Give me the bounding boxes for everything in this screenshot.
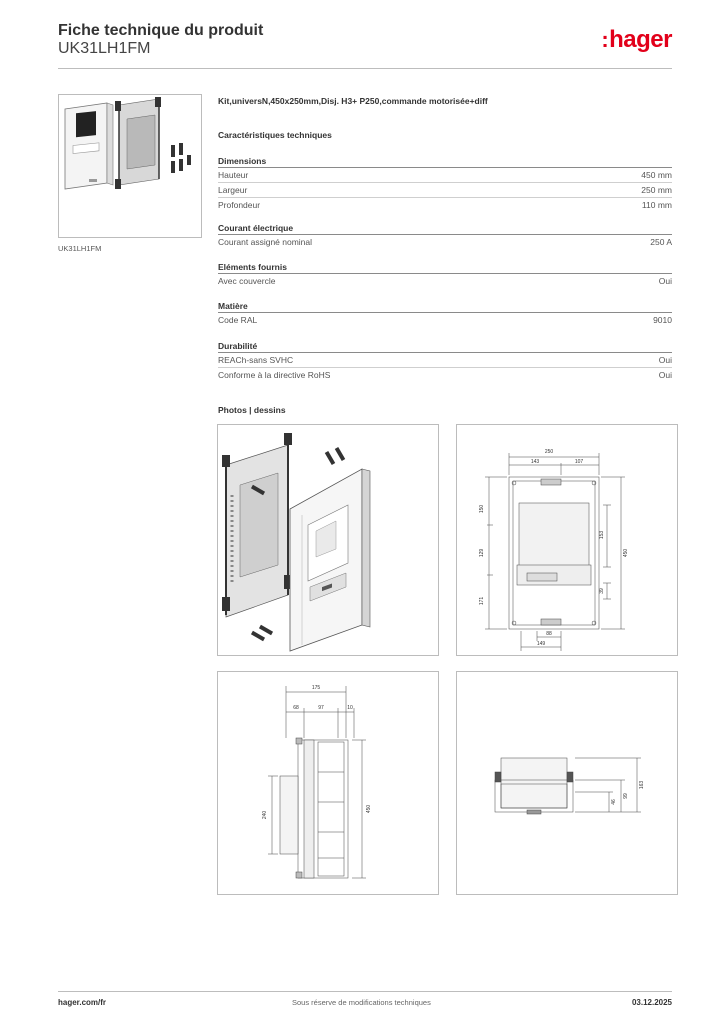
spec-label: Courant assigné nominal	[218, 237, 313, 247]
page-header	[58, 20, 672, 68]
product-image	[58, 94, 202, 238]
exploded-view-photo	[217, 424, 439, 656]
spec-group-heading: Matière	[218, 299, 672, 313]
spec-value: 110 mm	[641, 200, 672, 210]
spec-row	[218, 368, 672, 383]
dim-label-97: 97	[318, 705, 324, 711]
spec-label: Conforme à la directive RoHS	[218, 370, 331, 380]
dim-label-39: 39	[599, 588, 605, 594]
dim-label-153: 153	[599, 530, 605, 540]
bottom-drawing-svg	[457, 672, 677, 894]
spec-label: Hauteur	[218, 170, 249, 180]
bottom-dimension-drawing	[456, 671, 678, 895]
dim-label-175: 175	[311, 685, 321, 691]
spec-row	[218, 313, 672, 328]
spec-label: Avec couvercle	[218, 276, 276, 286]
spec-group-heading: Eléments fournis	[218, 260, 672, 274]
spec-row	[218, 274, 672, 289]
dim-label-143: 143	[530, 459, 540, 465]
spec-group-heading: Durabilité	[218, 339, 672, 353]
spec-row	[218, 198, 672, 213]
dim-label-450-side: 450	[366, 804, 372, 814]
spec-label: Largeur	[218, 185, 248, 195]
spec-label: Code RAL	[218, 315, 258, 325]
dim-label-68: 68	[293, 705, 299, 711]
dim-label-250: 250	[544, 449, 554, 455]
spec-value: 9010	[653, 315, 672, 325]
spec-group-heading: Courant électrique	[218, 221, 672, 235]
dim-label-149: 149	[536, 641, 546, 647]
spec-value: Oui	[658, 370, 672, 380]
spec-group-courant	[218, 221, 672, 250]
spec-label: REACh-sans SVHC	[218, 355, 294, 365]
spec-row	[218, 353, 672, 368]
footer-date: 03.12.2025	[631, 998, 672, 1007]
spec-group-durabilite	[218, 339, 672, 383]
product-kit-illustration	[59, 95, 201, 237]
spec-value: 250 mm	[641, 185, 672, 195]
side-dimension-drawing	[217, 671, 439, 895]
spec-row	[218, 168, 672, 183]
exploded-view-illustration	[218, 425, 438, 655]
header-divider	[58, 68, 672, 69]
dim-label-107: 107	[574, 459, 584, 465]
spec-value: 250 A	[650, 237, 672, 247]
footer-notice: Sous réserve de modifications techniques	[292, 998, 431, 1007]
dim-label-99: 99	[623, 793, 629, 799]
specs-title: Caractéristiques techniques	[218, 130, 332, 140]
spec-group-dimensions	[218, 154, 672, 213]
spec-row	[218, 235, 672, 250]
product-code: UK31LH1FM	[58, 40, 151, 57]
photos-title: Photos | dessins	[218, 405, 286, 415]
dim-label-240: 240	[262, 810, 268, 820]
front-dimension-drawing	[456, 424, 678, 656]
dim-label-129: 129	[479, 548, 485, 558]
dim-label-150: 150	[479, 504, 485, 514]
spec-value: 450 mm	[641, 170, 672, 180]
front-drawing-svg	[457, 425, 677, 655]
footer-website: hager.com/fr	[58, 998, 107, 1007]
dim-label-88: 88	[546, 631, 552, 637]
product-description: Kit,universN,450x250mm,Disj. H3+ P250,commande motorisée+diff	[218, 96, 488, 106]
dim-label-46: 46	[611, 799, 617, 805]
logo-mark-icon: :	[601, 27, 609, 52]
spec-label: Profondeur	[218, 200, 261, 210]
spec-value: Oui	[658, 355, 672, 365]
hager-logo	[601, 26, 672, 54]
spec-group-heading: Dimensions	[218, 154, 672, 168]
side-drawing-svg	[218, 672, 438, 894]
spec-row	[218, 183, 672, 198]
dim-label-171: 171	[479, 596, 485, 606]
product-image-caption: UK31LH1FM	[58, 244, 102, 253]
dim-label-10: 10	[347, 705, 353, 711]
dim-label-163: 163	[639, 780, 645, 790]
spec-value: Oui	[658, 276, 672, 286]
logo-text: hager	[609, 26, 672, 53]
spec-group-elements	[218, 260, 672, 289]
footer-divider	[58, 991, 672, 992]
page-title: Fiche technique du produit	[58, 22, 264, 39]
spec-group-matiere	[218, 299, 672, 328]
dim-label-450: 450	[623, 548, 629, 558]
